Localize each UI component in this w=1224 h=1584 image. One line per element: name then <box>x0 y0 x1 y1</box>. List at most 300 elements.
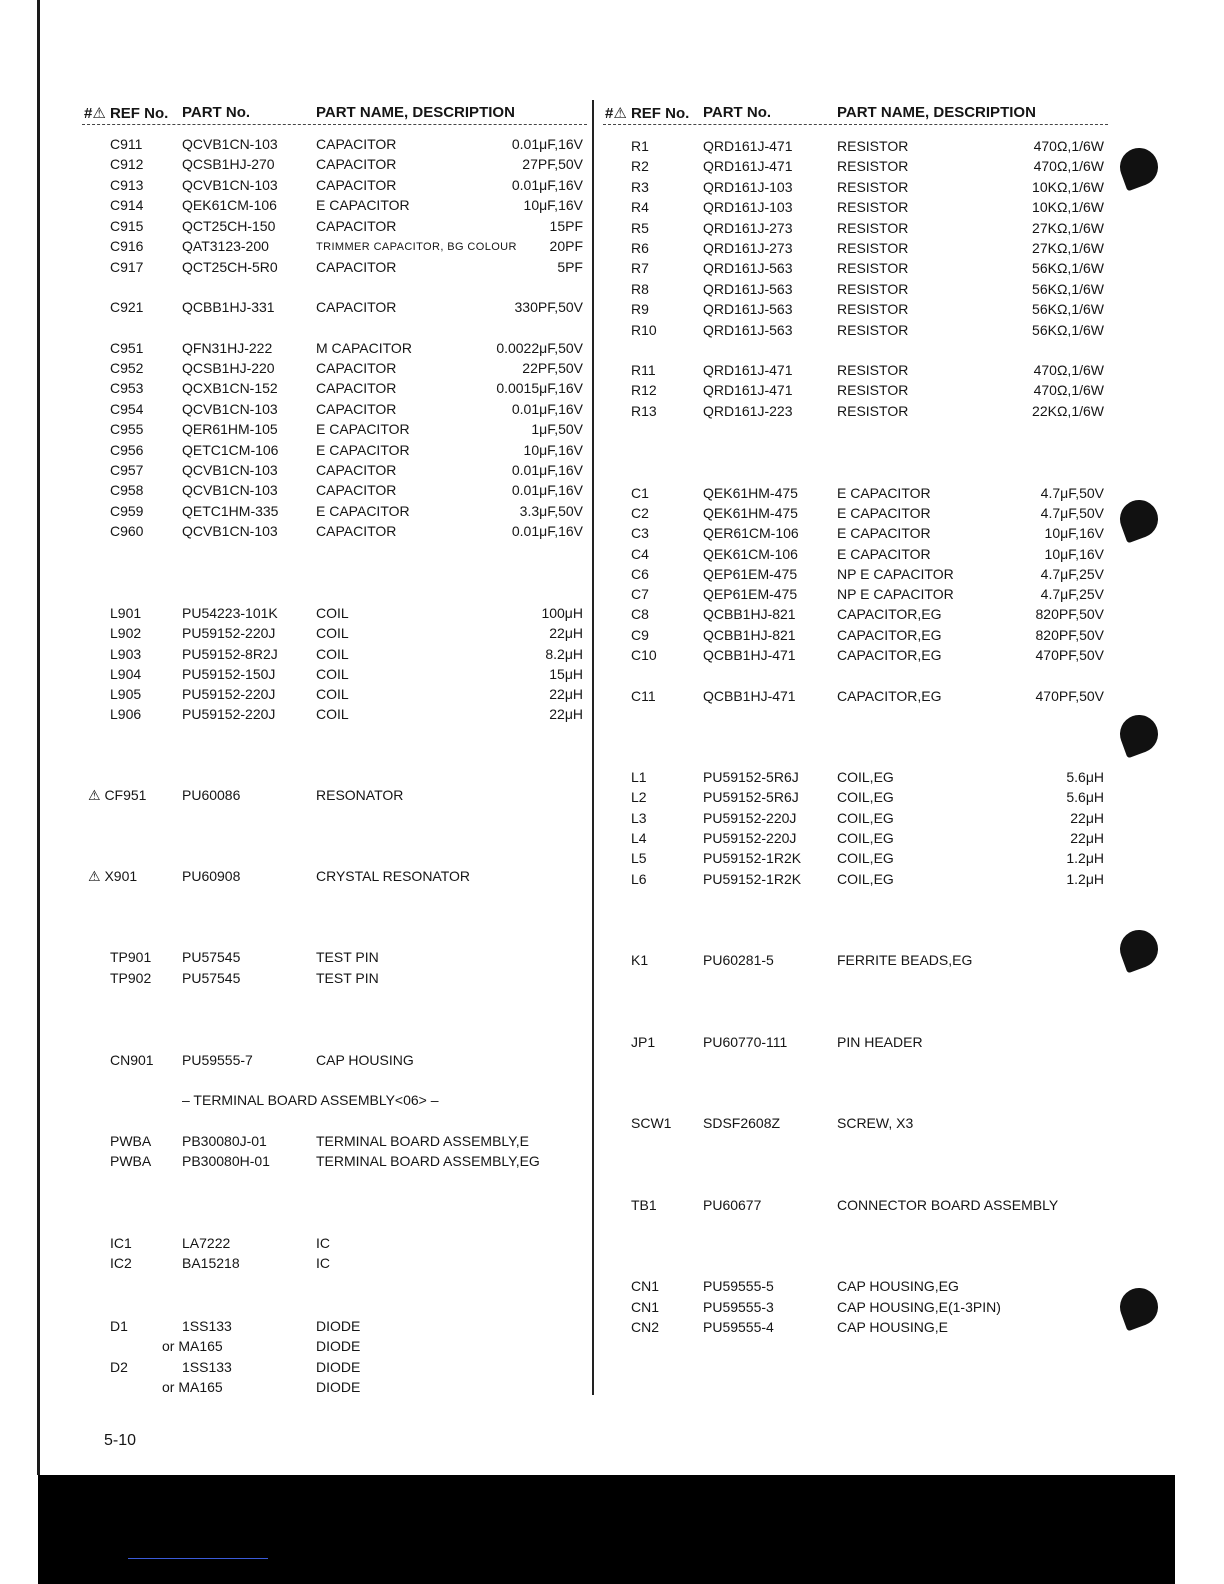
table-row <box>82 380 587 400</box>
description-cell: COIL,EG <box>837 789 894 805</box>
ref-no-cell: L904 <box>110 666 142 682</box>
table-row <box>603 322 1108 342</box>
ref-no-cell: L6 <box>631 871 647 887</box>
description-cell: RESISTOR <box>837 260 909 276</box>
ref-no-cell: C9 <box>631 627 649 643</box>
ref-no-cell: C7 <box>631 586 649 602</box>
description-cell: RESISTOR <box>837 301 909 317</box>
spec-cell: 27KΩ,1/6W <box>1032 240 1104 256</box>
spec-cell: 820PF,50V <box>1035 606 1104 622</box>
section-heading: – TERMINAL BOARD ASSEMBLY<06> – <box>182 1092 439 1108</box>
spec-cell: 15μH <box>549 666 583 682</box>
parts-list-left <box>82 100 587 1395</box>
part-no-cell: PU59152-150J <box>182 666 276 682</box>
ref-no-cell: IC1 <box>110 1235 132 1251</box>
table-row <box>603 850 1108 870</box>
description-cell: CAP HOUSING,E <box>837 1319 948 1335</box>
description-cell: RESISTOR <box>837 403 909 419</box>
description-cell: DIODE <box>316 1379 361 1395</box>
description-cell: TEST PIN <box>316 970 379 986</box>
page-left-margin <box>0 0 38 1584</box>
spec-cell: 820PF,50V <box>1035 627 1104 643</box>
part-no-cell: QRD161J-471 <box>703 362 793 378</box>
ref-no-cell: C951 <box>110 340 144 356</box>
spec-cell: 1.2μH <box>1066 871 1104 887</box>
description-cell: CAPACITOR <box>316 401 397 417</box>
description-cell: DIODE <box>316 1359 361 1375</box>
part-no-cell: QCVB1CN-103 <box>182 482 278 498</box>
spec-cell: 22μH <box>1070 830 1104 846</box>
part-no-cell: PU59555-4 <box>703 1319 774 1335</box>
part-no-cell: QCBB1HJ-331 <box>182 299 275 315</box>
description-cell: CAPACITOR <box>316 482 397 498</box>
description-cell: CAPACITOR,EG <box>837 688 942 704</box>
table-row <box>82 523 587 543</box>
spec-cell: 10μF,16V <box>523 442 583 458</box>
description-cell: NP E CAPACITOR <box>837 566 954 582</box>
table-row <box>603 546 1108 566</box>
table-row <box>82 1255 587 1275</box>
spec-cell: 22μH <box>549 625 583 641</box>
spec-cell: 470Ω,1/6W <box>1033 382 1104 398</box>
description-cell: CAPACITOR <box>316 299 397 315</box>
table-row <box>603 1197 1108 1217</box>
description-cell: COIL <box>316 605 349 621</box>
part-no-cell: PU59555-3 <box>703 1299 774 1315</box>
spec-cell: 0.01μF,16V <box>511 177 583 193</box>
spec-cell: 10μF,16V <box>1044 546 1104 562</box>
description-cell: COIL <box>316 706 349 722</box>
part-no-cell: PU60677 <box>703 1197 762 1213</box>
description-cell: CAPACITOR <box>316 259 397 275</box>
part-no-cell: PU59152-220J <box>703 810 797 826</box>
table-row <box>603 688 1108 708</box>
table-row <box>603 525 1108 545</box>
part-no-cell: or MA165 <box>162 1379 223 1395</box>
description-cell: CAPACITOR,EG <box>837 606 942 622</box>
ref-no-cell: L4 <box>631 830 647 846</box>
table-row <box>82 360 587 380</box>
table-row <box>603 830 1108 850</box>
table-row <box>603 220 1108 240</box>
description-cell: E CAPACITOR <box>316 197 410 213</box>
ref-no-cell: R10 <box>631 322 657 338</box>
part-no-cell: QEP61EM-475 <box>703 566 798 582</box>
table-row <box>82 340 587 360</box>
spec-cell: 100μH <box>541 605 583 621</box>
part-no-cell: PU60908 <box>182 868 241 884</box>
part-no-cell: SDSF2608Z <box>703 1115 781 1131</box>
ref-no-cell: R1 <box>631 138 649 154</box>
part-no-cell: QCT25CH-5R0 <box>182 259 278 275</box>
part-no-cell: PU59555-7 <box>182 1052 253 1068</box>
spec-cell: 0.01μF,16V <box>511 401 583 417</box>
description-cell: CAPACITOR <box>316 462 397 478</box>
spec-cell: 56KΩ,1/6W <box>1032 260 1104 276</box>
description-cell: E CAPACITOR <box>316 442 410 458</box>
ref-no-cell: C914 <box>110 197 144 213</box>
ref-no-cell: ⚠ CF951 <box>88 787 147 803</box>
spec-cell: 470Ω,1/6W <box>1033 362 1104 378</box>
ref-no-cell: C952 <box>110 360 144 376</box>
description-cell: TRIMMER CAPACITOR, BG COLOUR <box>316 241 517 253</box>
ref-no-cell: D2 <box>110 1359 128 1375</box>
table-row <box>603 138 1108 158</box>
part-no-cell: or MA165 <box>162 1338 223 1354</box>
part-no-cell: PU59152-1R2K <box>703 850 802 866</box>
ref-no-cell: PWBA <box>110 1133 152 1149</box>
ref-no-cell: C6 <box>631 566 649 582</box>
table-row <box>603 586 1108 606</box>
table-row <box>603 260 1108 280</box>
ref-no-cell: L3 <box>631 810 647 826</box>
part-no-cell: QCVB1CN-103 <box>182 401 278 417</box>
spec-cell: 22μH <box>549 706 583 722</box>
part-no-cell: PU59555-5 <box>703 1278 774 1294</box>
table-row <box>603 240 1108 260</box>
part-no-cell: QRD161J-471 <box>703 382 793 398</box>
ref-no-cell: C958 <box>110 482 144 498</box>
part-no-cell: PU59152-220J <box>182 625 276 641</box>
ref-no-cell: CN2 <box>631 1319 660 1335</box>
part-no-cell: BA15218 <box>182 1255 240 1271</box>
description-cell: E CAPACITOR <box>837 485 931 501</box>
ref-no-cell: R5 <box>631 220 649 236</box>
table-row <box>82 1318 587 1338</box>
ref-no-cell: C915 <box>110 218 144 234</box>
parts-list-right <box>603 100 1108 1335</box>
table-row <box>603 810 1108 830</box>
description-cell: CRYSTAL RESONATOR <box>316 868 471 884</box>
description-cell: PIN HEADER <box>837 1034 923 1050</box>
table-row <box>603 1034 1108 1054</box>
part-no-cell: QER61CM-106 <box>703 525 799 541</box>
description-cell: COIL <box>316 646 349 662</box>
spec-cell: 20PF <box>549 238 583 254</box>
table-row <box>82 238 587 258</box>
ref-no-cell: R2 <box>631 158 649 174</box>
part-no-cell: QFN31HJ-222 <box>182 340 273 356</box>
table-row <box>82 646 587 666</box>
spec-cell: 22KΩ,1/6W <box>1032 403 1104 419</box>
description-cell: IC <box>316 1255 330 1271</box>
ref-no-cell: R4 <box>631 199 649 215</box>
description-cell: DIODE <box>316 1338 361 1354</box>
description-cell: E CAPACITOR <box>316 503 410 519</box>
description-cell: E CAPACITOR <box>316 421 410 437</box>
description-cell: E CAPACITOR <box>837 505 931 521</box>
description-cell: COIL <box>316 666 349 682</box>
ref-no-cell: IC2 <box>110 1255 132 1271</box>
spec-cell: 470PF,50V <box>1035 647 1104 663</box>
table-row <box>82 1133 587 1153</box>
description-cell: SCREW, X3 <box>837 1115 914 1131</box>
page-number: 5-10 <box>104 1432 137 1449</box>
description-header: PART NAME, DESCRIPTION <box>837 104 1036 121</box>
spec-cell: 470PF,50V <box>1035 688 1104 704</box>
table-row <box>82 177 587 197</box>
spec-cell: 22μH <box>1070 810 1104 826</box>
table-row <box>82 1235 587 1255</box>
part-no-cell: QRD161J-563 <box>703 322 793 338</box>
spec-cell: 0.0015μF,16V <box>496 380 583 396</box>
description-cell: RESISTOR <box>837 158 909 174</box>
table-row <box>82 218 587 238</box>
spec-cell: 0.0022μF,50V <box>496 340 583 356</box>
part-no-cell: QRD161J-471 <box>703 138 793 154</box>
binding-hole-mark <box>1115 710 1164 759</box>
description-cell: COIL,EG <box>837 810 894 826</box>
ref-no-cell: C953 <box>110 380 144 396</box>
table-row <box>82 625 587 645</box>
spec-cell: 10μF,16V <box>1044 525 1104 541</box>
spec-cell: 22PF,50V <box>522 360 583 376</box>
ref-no-header: #⚠ REF No. <box>84 105 169 122</box>
section-heading-row <box>82 1092 587 1112</box>
ref-no-cell: L2 <box>631 789 647 805</box>
part-no-cell: QEK61CM-106 <box>703 546 798 562</box>
ref-no-cell: L1 <box>631 769 647 785</box>
description-cell: CAPACITOR <box>316 380 397 396</box>
part-no-cell: QCBB1HJ-821 <box>703 606 796 622</box>
description-cell: COIL,EG <box>837 830 894 846</box>
part-no-cell: QRD161J-563 <box>703 281 793 297</box>
part-no-cell: PU59152-220J <box>182 706 276 722</box>
spec-cell: 22μH <box>549 686 583 702</box>
part-no-cell: PU60770-111 <box>703 1034 788 1050</box>
spec-cell: 5.6μH <box>1066 769 1104 785</box>
table-row <box>603 1319 1108 1339</box>
ref-no-cell: R7 <box>631 260 649 276</box>
description-cell: IC <box>316 1235 330 1251</box>
binding-edge <box>37 0 40 1475</box>
part-no-cell: QCBB1HJ-471 <box>703 688 796 704</box>
ref-no-cell: C4 <box>631 546 649 562</box>
ref-no-cell: L902 <box>110 625 142 641</box>
description-cell: M CAPACITOR <box>316 340 412 356</box>
description-cell: RESISTOR <box>837 382 909 398</box>
ref-no-cell: C10 <box>631 647 657 663</box>
column-divider <box>592 100 594 1395</box>
description-cell: COIL,EG <box>837 871 894 887</box>
table-row <box>82 401 587 421</box>
part-no-cell: PU59152-220J <box>182 686 276 702</box>
ref-no-cell: TP901 <box>110 949 152 965</box>
description-cell: COIL,EG <box>837 850 894 866</box>
table-row <box>82 970 587 990</box>
ref-no-cell: PWBA <box>110 1153 152 1169</box>
part-no-cell: QRD161J-103 <box>703 179 793 195</box>
table-header-right <box>603 100 1108 125</box>
spec-cell: 10KΩ,1/6W <box>1032 179 1104 195</box>
spec-cell: 330PF,50V <box>514 299 583 315</box>
part-no-cell: QCT25CH-150 <box>182 218 276 234</box>
part-no-cell: QEP61EM-475 <box>703 586 798 602</box>
description-cell: RESISTOR <box>837 179 909 195</box>
description-cell: CAPACITOR <box>316 136 397 152</box>
part-no-cell: PU60086 <box>182 787 241 803</box>
description-cell: RESISTOR <box>837 138 909 154</box>
part-no-cell: QCBB1HJ-471 <box>703 647 796 663</box>
table-header-left <box>82 100 587 125</box>
ref-no-cell: C956 <box>110 442 144 458</box>
part-no-cell: LA7222 <box>182 1235 231 1251</box>
ref-no-cell: C957 <box>110 462 144 478</box>
part-no-cell: QCVB1CN-103 <box>182 523 278 539</box>
spec-cell: 4.7μF,25V <box>1040 566 1104 582</box>
scan-footer-band <box>38 1475 1175 1584</box>
ref-no-cell: ⚠ X901 <box>88 868 138 884</box>
ref-no-cell: L906 <box>110 706 142 722</box>
spec-cell: 3.3μF,50V <box>519 503 583 519</box>
description-cell: TERMINAL BOARD ASSEMBLY,EG <box>316 1153 540 1169</box>
table-row <box>82 605 587 625</box>
part-no-header: PART No. <box>703 104 772 121</box>
ref-no-cell: K1 <box>631 952 649 968</box>
ref-no-cell: C955 <box>110 421 144 437</box>
part-no-cell: PU60281-5 <box>703 952 774 968</box>
spec-cell: 1μF,50V <box>531 421 583 437</box>
table-row <box>603 179 1108 199</box>
part-no-cell: QRD161J-563 <box>703 301 793 317</box>
table-row <box>603 769 1108 789</box>
ref-no-cell: R3 <box>631 179 649 195</box>
table-row <box>82 442 587 462</box>
part-no-cell: PU59152-8R2J <box>182 646 278 662</box>
description-cell: CAPACITOR <box>316 218 397 234</box>
part-no-cell: PU59152-1R2K <box>703 871 802 887</box>
table-row <box>82 1153 587 1173</box>
binding-hole-mark <box>1115 925 1164 974</box>
description-cell: CAPACITOR <box>316 360 397 376</box>
description-cell: CAP HOUSING <box>316 1052 414 1068</box>
table-row <box>82 1338 587 1358</box>
ref-no-cell: CN901 <box>110 1052 154 1068</box>
part-no-cell: QCVB1CN-103 <box>182 177 278 193</box>
ref-no-cell: CN1 <box>631 1299 660 1315</box>
part-no-cell: PU59152-220J <box>703 830 797 846</box>
ref-no-cell: L903 <box>110 646 142 662</box>
ref-no-cell: C917 <box>110 259 144 275</box>
description-cell: CAPACITOR <box>316 523 397 539</box>
table-row <box>603 952 1108 972</box>
table-row <box>82 503 587 523</box>
ref-no-cell: L905 <box>110 686 142 702</box>
spec-cell: 470Ω,1/6W <box>1033 158 1104 174</box>
description-cell: RESISTOR <box>837 281 909 297</box>
description-cell: E CAPACITOR <box>837 546 931 562</box>
table-row <box>82 686 587 706</box>
spec-cell: 1.2μH <box>1066 850 1104 866</box>
description-cell: RESISTOR <box>837 362 909 378</box>
table-row <box>82 482 587 502</box>
part-no-cell: QRD161J-471 <box>703 158 793 174</box>
description-cell: CAP HOUSING,EG <box>837 1278 959 1294</box>
ref-no-cell: C8 <box>631 606 649 622</box>
description-cell: COIL <box>316 625 349 641</box>
spec-cell: 56KΩ,1/6W <box>1032 301 1104 317</box>
ref-no-header: #⚠ REF No. <box>605 105 690 122</box>
spec-cell: 27KΩ,1/6W <box>1032 220 1104 236</box>
spec-cell: 56KΩ,1/6W <box>1032 281 1104 297</box>
binding-hole-mark <box>1115 495 1164 544</box>
part-no-cell: QCSB1HJ-220 <box>182 360 275 376</box>
part-no-cell: PU54223-101K <box>182 605 278 621</box>
table-row <box>82 868 587 888</box>
part-no-cell: QRD161J-103 <box>703 199 793 215</box>
ref-no-cell: D1 <box>110 1318 128 1334</box>
ref-no-cell: SCW1 <box>631 1115 672 1131</box>
part-no-cell: QCVB1CN-103 <box>182 462 278 478</box>
description-cell: TEST PIN <box>316 949 379 965</box>
part-no-cell: PU59152-5R6J <box>703 789 799 805</box>
description-cell: COIL <box>316 686 349 702</box>
part-no-cell: 1SS133 <box>182 1359 232 1375</box>
table-row <box>603 403 1108 423</box>
description-header: PART NAME, DESCRIPTION <box>316 104 515 121</box>
ref-no-cell: C11 <box>631 688 656 704</box>
spec-cell: 4.7μF,50V <box>1040 505 1104 521</box>
part-no-cell: QETC1HM-335 <box>182 503 279 519</box>
ref-no-cell: C2 <box>631 505 649 521</box>
part-no-cell: PU59152-5R6J <box>703 769 799 785</box>
table-row <box>603 158 1108 178</box>
table-row <box>603 199 1108 219</box>
part-no-cell: QCVB1CN-103 <box>182 136 278 152</box>
spec-cell: 15PF <box>549 218 583 234</box>
table-row <box>603 871 1108 891</box>
table-row <box>603 301 1108 321</box>
ref-no-cell: R9 <box>631 301 649 317</box>
spec-cell: 4.7μF,25V <box>1040 586 1104 602</box>
ref-no-cell: C921 <box>110 299 144 315</box>
ref-no-cell: R11 <box>631 362 656 378</box>
description-cell: FERRITE BEADS,EG <box>837 952 973 968</box>
table-row <box>603 1115 1108 1135</box>
table-row <box>82 949 587 969</box>
spec-cell: 0.01μF,16V <box>511 523 583 539</box>
ref-no-cell: CN1 <box>631 1278 660 1294</box>
ref-no-cell: C3 <box>631 525 649 541</box>
description-cell: CONNECTOR BOARD ASSEMBLY <box>837 1197 1059 1213</box>
ref-no-cell: TP902 <box>110 970 152 986</box>
ref-no-cell: R12 <box>631 382 657 398</box>
binding-hole-mark <box>1115 143 1164 192</box>
description-cell: RESISTOR <box>837 199 909 215</box>
ref-no-cell: JP1 <box>631 1034 656 1050</box>
description-cell: E CAPACITOR <box>837 525 931 541</box>
part-no-cell: QEK61CM-106 <box>182 197 277 213</box>
part-no-cell: QER61HM-105 <box>182 421 278 437</box>
spec-cell: 56KΩ,1/6W <box>1032 322 1104 338</box>
description-cell: CAPACITOR <box>316 177 397 193</box>
ref-no-cell: C912 <box>110 156 144 172</box>
part-no-cell: QEK61HM-475 <box>703 505 798 521</box>
ref-no-cell: L5 <box>631 850 647 866</box>
table-row <box>82 421 587 441</box>
part-no-cell: QETC1CM-106 <box>182 442 279 458</box>
table-row <box>82 259 587 279</box>
table-row <box>603 1299 1108 1319</box>
spec-cell: 4.7μF,50V <box>1040 485 1104 501</box>
table-row <box>603 505 1108 525</box>
spec-cell: 5.6μH <box>1066 789 1104 805</box>
description-cell: RESISTOR <box>837 220 909 236</box>
table-row <box>82 1379 587 1399</box>
ref-no-cell: C1 <box>631 485 649 501</box>
table-row <box>82 462 587 482</box>
spec-cell: 5PF <box>557 259 583 275</box>
